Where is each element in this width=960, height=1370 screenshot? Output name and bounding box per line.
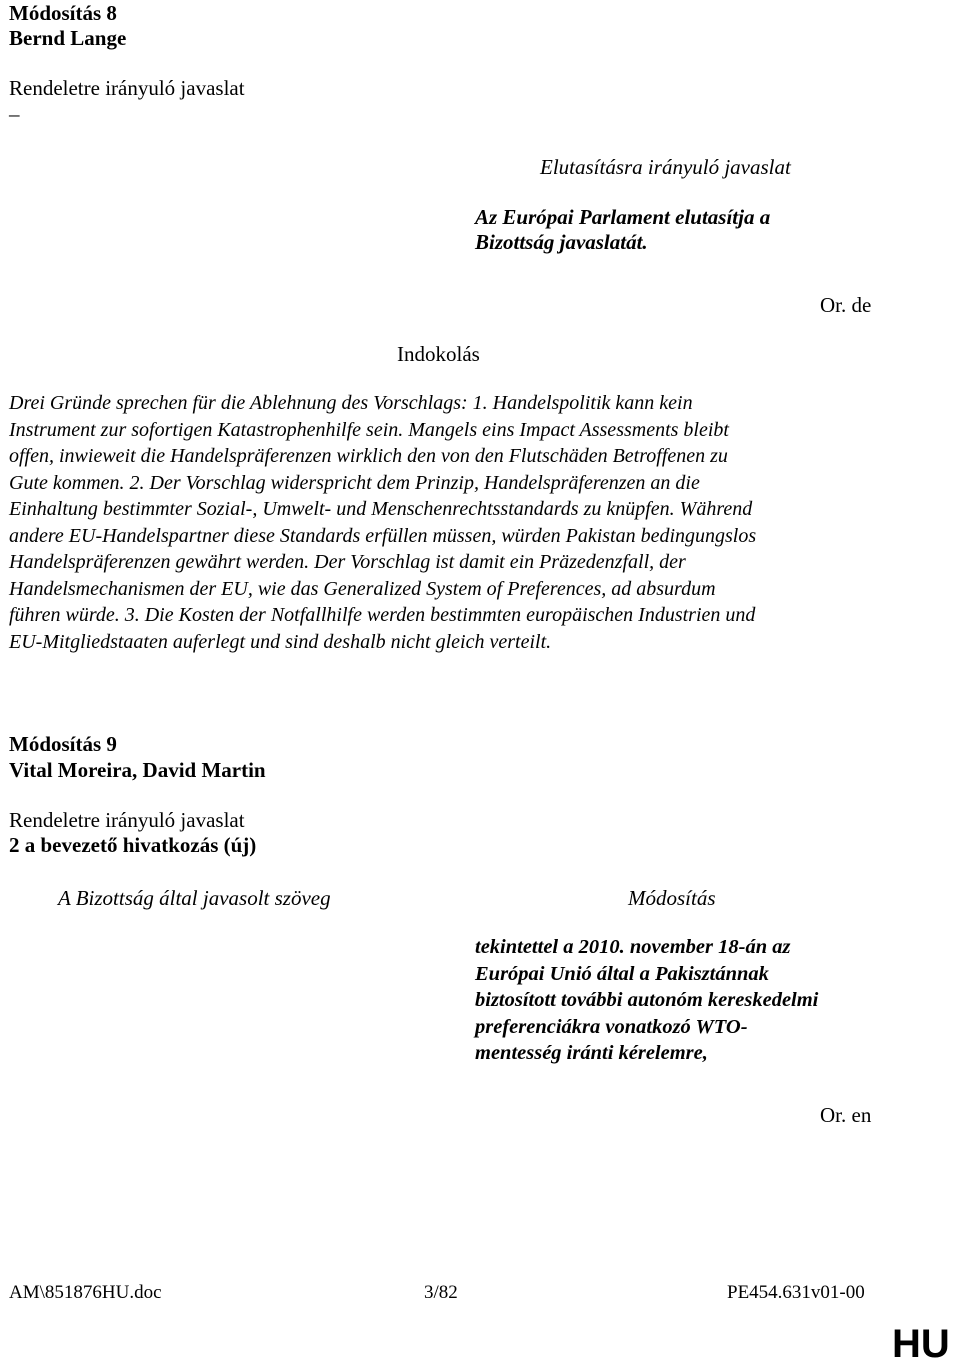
footer-page-number: 3/82 <box>424 1282 458 1303</box>
amendment-text-line: mentesség iránti kérelemre, <box>475 1042 708 1064</box>
justification-line: offen, inwieweit die Handelspräferenzen wirklich den von den Flutschäden Betroffenen zu <box>9 445 728 467</box>
amendment-9-title: Módosítás 9 <box>9 732 117 756</box>
footer-doc-ref: AM\851876HU.doc <box>9 1282 162 1303</box>
amendment-8-proposal-label: Rendeletre irányuló javaslat <box>9 76 245 100</box>
justification-line: Gute kommen. 2. Der Vorschlag widerspricht dem Prinzip, Handelspräferenzen an die <box>9 471 700 494</box>
justification-line: Einhaltung bestimmter Sozial-, Umwelt- und Menschenrechtsstandards zu knüpfen. Während <box>9 498 753 520</box>
amendment-9-proposal-label: Rendeletre irányuló javaslat <box>9 808 245 832</box>
amendment-text-line: Európai Unió által a Pakisztánnak <box>475 962 769 985</box>
justification-line: Handelsmechanismen der EU, wie das Generalized System of Preferences, ad absurdum <box>9 577 716 600</box>
amendment-9-text <box>475 934 818 1067</box>
column-heading-commission-text: A Bizottság által javasolt szöveg <box>58 886 331 910</box>
amendment-8-dash: – <box>9 102 20 126</box>
justification-heading: Indokolás <box>397 342 480 366</box>
justification-line: Drei Gründe sprechen für die Ablehnung des Vorschlags: 1. Handelspolitik kann kein <box>9 392 693 414</box>
footer-pe-ref: PE454.631v01-00 <box>727 1282 865 1303</box>
justification-line: Handelspräferenzen gewährt werden. Der Vorschlag ist damit ein Präzedenzfall, der <box>9 551 686 573</box>
amendment-text-line: tekintettel a 2010. november 18-án az <box>475 936 791 958</box>
rejection-heading: Elutasításra irányuló javaslat <box>540 155 791 179</box>
amendment-9-citation: 2 a bevezető hivatkozás (új) <box>9 833 257 857</box>
footer-language-code: HU <box>892 1322 950 1366</box>
justification-line: andere EU-Handelspartner diese Standards erfüllen müssen, würden Pakistan bedingungslos <box>9 524 757 547</box>
original-language-en: Or. en <box>820 1103 872 1127</box>
amendment-8-title: Módosítás 8 <box>9 1 117 25</box>
justification-line: EU-Mitgliedstaaten auferlegt und sind deshalb nicht gleich verteilt. <box>9 630 552 653</box>
amendment-text-line: biztosított további autonóm kereskedelmi <box>475 989 819 1011</box>
original-language-de: Or. de <box>820 293 872 317</box>
justification-line: Instrument zur sofortigen Katastrophenhilfe sein. Mangels eins Impact Assessments bleibt <box>9 418 729 441</box>
rejection-text-line-2: Bizottság javaslatát. <box>475 230 648 254</box>
column-heading-amendment: Módosítás <box>628 886 716 910</box>
amendment-text-line: preferenciákra vonatkozó WTO- <box>475 1015 748 1038</box>
amendment-8-author: Bernd Lange <box>9 26 127 50</box>
justification-line: führen würde. 3. Die Kosten der Notfallhilfe werden bestimmten europäischen Industrien und <box>9 604 756 626</box>
justification-text <box>9 390 877 655</box>
amendment-9-authors: Vital Moreira, David Martin <box>9 758 266 782</box>
rejection-text-line-1: Az Európai Parlament elutasítja a <box>475 205 771 229</box>
